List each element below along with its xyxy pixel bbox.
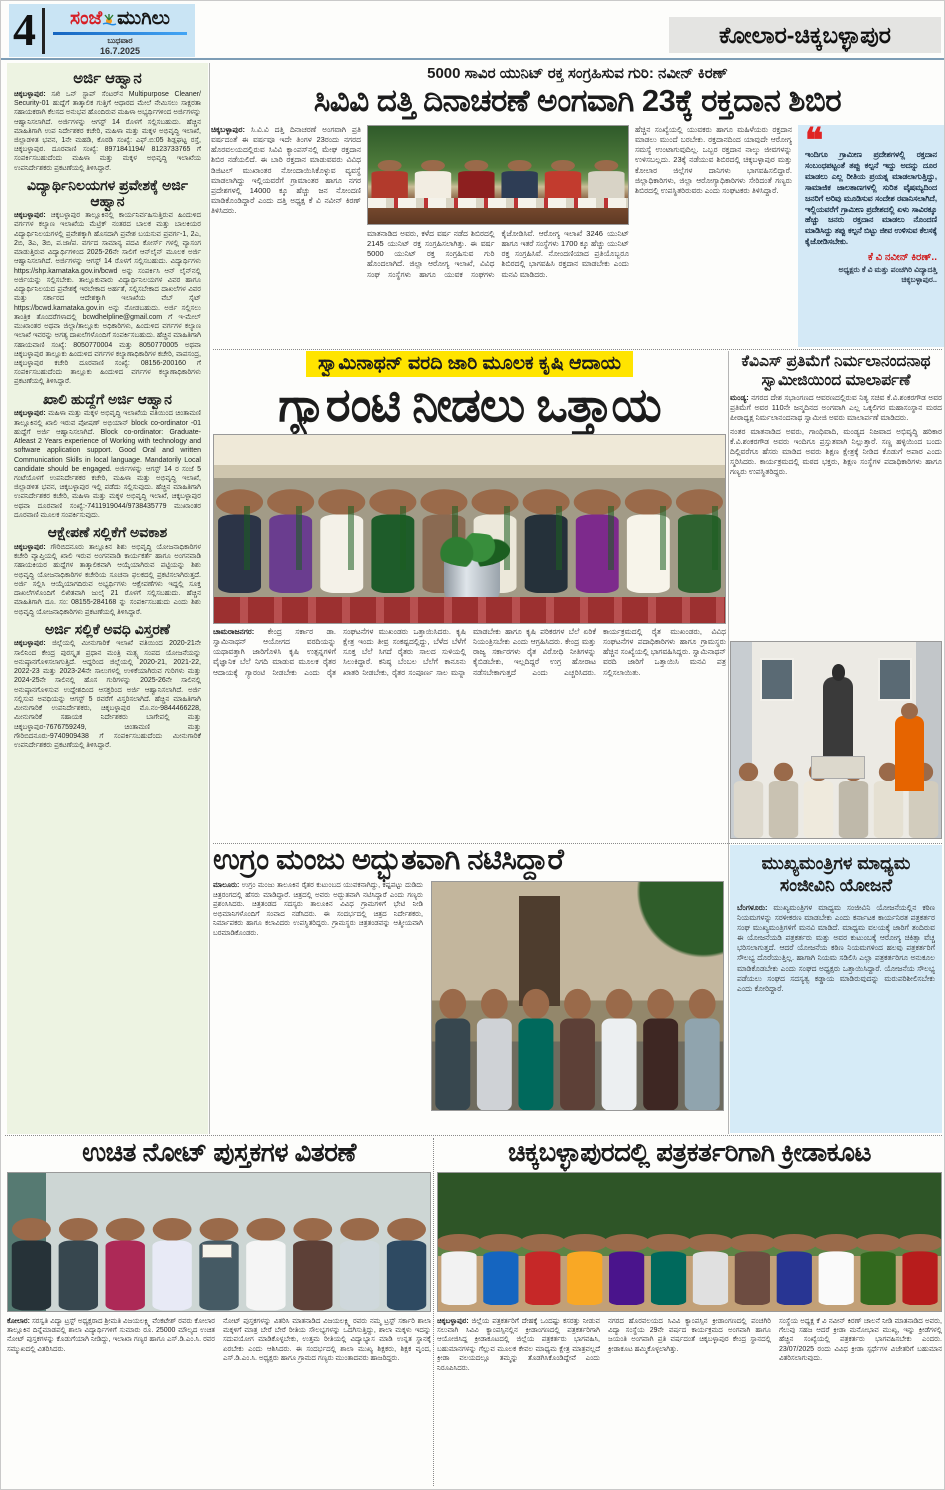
article-guarantee (213, 351, 726, 841)
photo-notebook (202, 1244, 232, 1258)
separator-right-column (728, 351, 729, 1134)
notice-deadline-extension (14, 622, 201, 750)
notice-dateline: ಚಿಕ್ಕಬಳ್ಳಾಪುರ: (14, 410, 46, 418)
article-dateline: ಚಿಕ್ಕಬಳ್ಳಾಪುರ: (437, 1317, 469, 1325)
notice-body: ಸಖಿ ಒನ್ ಸ್ಟಾಪ್ ಸೆಂಟರ್‌ನ Multipurpose Cleaner/ Security-01 ಹುದ್ದೆಗೆ ತಾತ್ಕಾಲಿಕ ಗುತ್ತಿಗೆ ಆಧಾರದ ಮೇಲೆ ನೇಮಿಸಲು ಸಾಕ್ಷರತಾ ಸಹಾಯಕರಾಗಿ ಕೆಲಸದ ಅನುಭವ ಹೊಂದಿರುವ ಮಹಿಳಾ ಅಭ್ಯರ್ಥಿಗಳಿಂದ ಅರ್ಜಿಗಳನ್ನು ಆಹ್ವಾನಿಸಲಾಗಿದೆ. ಅರ್ಜಿಗಳನ್ನು ಆಗಸ್ಟ್ 14 ರೊಳಗೆ ಸಲ್ಲಿಸಬಹುದು. ಹೆಚ್ಚಿನ ಮಾಹಿತಿಗಾಗಿ ಉಪ ನಿರ್ದೇಶಕರ ಕಚೇರಿ, ಮಹಿಳಾ ಮತ್ತು ಮಕ್ಕಳ ಅಭಿವೃದ್ಧಿ ಇಲಾಖೆ, ಜಿಲ್ಲಾಡಳಿತ ಭವನ, 1ನೇ ಮಹಡಿ, ಕೊಠಡಿ ಸಂಖ್ಯೆ: ಎಫ್.ಬಿ:05 ಶಿಡ್ಲಘಟ್ಟ ರಸ್ತೆ, ಚಿಕ್ಕಬಳ್ಳಾಪುರ. ದೂರವಾಣಿ ಸಂಖ್ಯೆ: 8971841194/ 8123733765 ಗೆ ಸಂಪರ್ಕಿಸಬಹುದೆಂದು ಮಹಿಳಾ ಮತ್ತು ಮಕ್ಕಳ ಅಭಿವೃದ್ಧಿ ಇಲಾಖೆಯ ಉಪನಿರ್ದೇಶಕರು ಪ್ರಕಟಣೆಯಲ್ಲಿ ತಿಳಿಸಿದ್ದಾರೆ. (14, 90, 201, 172)
article-kicker-yellow: ಸ್ವಾಮಿನಾಥನ್ ವರದಿ ಜಾರಿ ಮೂಲಕ ಕೃಷಿ ಆದಾಯ (306, 351, 633, 377)
article-body: ಬೆಂಗಳೂರು: ಮುಖ್ಯಮಂತ್ರಿಗಳ ಮಾಧ್ಯಮ ಸಂಜೀವಿನಿ ಯೋಜನೆಯಲ್ಲಿನ ಕಠಿಣ ನಿಯಮಗಳನ್ನು ಸರಳೀಕರಣ ಮಾಡಬೇಕು ಎಂದು ಕರ್ನಾಟಕ ಕಾರ್ಯನಿರತ ಪತ್ರಕರ್ತರ ಸಂಘ ಮುಖ್ಯಮಂತ್ರಿಗಳಿಗೆ ಮನವಿ ಮಾಡಿದೆ. ಮಾಧ್ಯಮ ವಲಯಕ್ಕೆ ಜಾರಿಗೆ ತಂದಿರುವ ಈ ಯೋಜನೆಯಡಿ ಪತ್ರಕರ್ತರು ಮತ್ತು ಅವರ ಕುಟುಂಬಕ್ಕೆ ಆರೋಗ್ಯ ಚಿಕಿತ್ಸಾ ವೆಚ್ಚ ಭರಿಸಲಾಗುತ್ತದೆ. ಆದರೆ ಯೋಜನೆಯ ಕಠಿಣ ನಿಯಮಗಳಿಂದ ಹಲವು ಪತ್ರಕರ್ತರಿಗೆ ಸೌಲಭ್ಯ ದೊರೆಯುತ್ತಿಲ್ಲ. ಹಾಗಾಗಿ ನಿಯಮ ಸಡಿಲಿಸಿ ಎಲ್ಲಾ ಪತ್ರಕರ್ತರಿಗೂ ಅನುಕೂಲ ಮಾಡಿಕೊಡಬೇಕು ಎಂದು ಸಂಘದ ಅಧ್ಯಕ್ಷರು ಒತ್ತಾಯಿಸಿದ್ದಾರೆ. ಯೋಜನೆಯ ಸೌಲಭ್ಯ ಪಡೆಯಲು ಸಂಘದ ಸದಸ್ಯತ್ವ ಕಡ್ಡಾಯ ಮಾಡಿರುವುದನ್ನು ಮರುಪರಿಶೀಲಿಸಬೇಕು ಎಂದು ಕೋರಿದ್ದಾರೆ. (737, 902, 935, 993)
article-column (635, 125, 792, 347)
film-team-photo (431, 881, 724, 1111)
notice-application-invite (14, 71, 201, 173)
notice-title: ವಿದ್ಯಾರ್ಥಿನಿಲಯಗಳ ಪ್ರವೇಶಕ್ಕೆ ಅರ್ಜಿ ಆಹ್ವಾನ (27, 176, 188, 209)
page-number: 4 (13, 4, 36, 55)
notice-dateline: ಚಿಕ್ಕಬಳ್ಳಾಪುರ: (14, 90, 46, 98)
article-sports-meet (437, 1138, 942, 1488)
photo-swamiji (895, 716, 924, 790)
photo-window (760, 658, 794, 701)
article-ugram-manju (213, 845, 726, 1133)
article-cm-sanjeevini (730, 845, 942, 1133)
article-dateline: ಮಂಡ್ಯ: (730, 393, 749, 403)
article-headline: ಸಿವಿವಿ ದತ್ತಿ ದಿನಾಚರಣೆ ಅಂಗವಾಗಿ 23ಕ್ಕೆ ರಕ್ತದಾನ ಶಿಬಿರ (313, 83, 842, 118)
photo-plant (434, 533, 511, 567)
edition-day: ಬುಧವಾರ (107, 36, 133, 45)
separator-left-column (209, 63, 210, 1134)
notice-dateline: ಚಿಕ್ಕಬಳ್ಳಾಪುರ: (14, 212, 46, 220)
headline-line1: ಮುಖ್ಯಮಂತ್ರಿಗಳ ಮಾಧ್ಯಮ (761, 853, 911, 873)
masthead-logo-block (9, 4, 195, 57)
separator-bottom-columns (433, 1138, 434, 1486)
photo-people (432, 965, 723, 1111)
headline-line2: ಸಂಜೀವಿನಿ ಯೋಜನೆ (779, 874, 893, 895)
photo-table-cloth (214, 597, 725, 623)
notice-title: ಆಕ್ಷೇಪಣೆ ಸಲ್ಲಿಕೆಗೆ ಅವಕಾಶ (47, 524, 168, 541)
quote-icon: ❝ (805, 125, 824, 160)
notice-title: ಅರ್ಜಿ ಸಲ್ಲಿಕೆ ಅವಧಿ ವಿಸ್ತರಣೆ (45, 620, 170, 637)
photo-foliage (624, 882, 723, 973)
notice-title: ಖಾಲಿ ಹುದ್ದೆಗೆ ಅರ್ಜಿ ಆಹ್ವಾನ (43, 390, 172, 407)
sports-meet-photo (437, 1172, 942, 1312)
edition-date: 16.7.2025 (99, 46, 141, 56)
quote-author: ಕೆ ವಿ ನವೀನ್ ಕಿರಣ್.. (867, 252, 937, 264)
article-free-notebooks (7, 1138, 431, 1488)
article-body-under-photo: ಮಾತನಾಡಿದ ಅವರು, ಕಳೆದ ವರ್ಷ ನಡೆದ ಶಿಬಿರದಲ್ಲಿ 2145 ಯುನಿಟ್ ರಕ್ತ ಸಂಗ್ರಹಿಸಲಾಗಿತ್ತು. ಈ ವರ್ಷ 5000 ಯುನಿಟ್ ರಕ್ತ ಸಂಗ್ರಹಿಸುವ ಗುರಿ ಹೊಂದಲಾಗಿದೆ. ಜಿಲ್ಲಾ ಆರೋಗ್ಯ ಇಲಾಖೆ, ವಿವಿಧ ಸಂಘ ಸಂಸ್ಥೆಗಳು ಹಾಗೂ ಯುವಕ ಸಂಘಗಳು ಕೈಜೋಡಿಸಿವೆ. ಆರೋಗ್ಯ ಇಲಾಖೆ 3246 ಯುನಿಟ್ ಹಾಗೂ ಇತರೆ ಸಂಸ್ಥೆಗಳು 1700 ಕ್ಕೂ ಹೆಚ್ಚು ಯುನಿಟ್ ರಕ್ತ ಸಂಗ್ರಹಿಸಿವೆ. ನೋಂದಣಿಯಾದ ಪ್ರತಿಯೊಬ್ಬರೂ ಶಿಬಿರದಲ್ಲಿ ಭಾಗವಹಿಸಿ ರಕ್ತದಾನ ಮಾಡಬೇಕು ಎಂದು ಮನವಿ ಮಾಡಿದರು. (367, 229, 629, 279)
notice-body: ಗೌರಿಬಿದನೂರು ತಾಲ್ಲೂಕಿನ ಶಿಶು ಅಭಿವೃದ್ಧಿ ಯೋಜನಾಧಿಕಾರಿಗಳ ಕಚೇರಿ ವ್ಯಾಪ್ತಿಯಲ್ಲಿ ಖಾಲಿ ಇರುವ ಅಂಗನವಾಡಿ ಕಾರ್ಯಕರ್ತೆ ಹಾಗೂ ಅಂಗನವಾಡಿ ಸಹಾಯಕಿಯರ ಹುದ್ದೆಗಳ ತಾತ್ಕಾಲಿಕವಾಗಿ ಆಯ್ಕೆಯಾಗಿರುವ ಪಟ್ಟಿಯನ್ನು ಶಿಶು ಅಭಿವೃದ್ಧಿ ಯೋಜನಾಧಿಕಾರಿಗಳ ಕಚೇರಿಯ ಸೂಚನಾ ಫಲಕದಲ್ಲಿ ಪ್ರಕಟಿಸಲಾಗಿರುತ್ತದೆ. ಅರ್ಜಿ ಸಲ್ಲಿಸಿ ಆಯ್ಕೆಯಾಗದಿರುವ ಅಭ್ಯರ್ಥಿಗಳು ಆಕ್ಷೇಪಣೆಗಳು ಇದ್ದಲ್ಲಿ ಸೂಕ್ತ ದಾಖಲೆಗಳೊಂದಿಗೆ ಲಿಖಿತವಾಗಿ ಜುಲೈ 21 ರೊಳಗೆ ಸಲ್ಲಿಸಬಹುದು. ಹೆಚ್ಚಿನ ಮಾಹಿತಿಗಾಗಿ ದೂ. ಸಂ: 08155-284168 ನ್ನು ಸಂಪರ್ಕಿಸಬಹುದು ಎಂದು ಶಿಶು ಅಭಿವೃದ್ಧಿ ಯೋಜನಾಧಿಕಾರಿಗಳು ಪ್ರಕಟಣೆಯಲ್ಲಿ ತಿಳಿಸಿದ್ದಾರೆ. (14, 543, 201, 616)
article-dateline: ಚಿಕ್ಕಬಳ್ಳಾಪುರ: (211, 125, 245, 134)
notice-hostel-admission (14, 178, 201, 387)
article-body: ಹೆಚ್ಚಿನ ಸಂಖ್ಯೆಯಲ್ಲಿ ಯುವಕರು ಹಾಗೂ ಮಹಿಳೆಯರು ರಕ್ತದಾನ ಮಾಡಲು ಮುಂದೆ ಬರಬೇಕು. ರಕ್ತದಾನದಿಂದ ಯಾವುದೇ ಆರೋಗ್ಯ ಸಮಸ್ಯೆ ಉಂಟಾಗುವುದಿಲ್ಲ. ಒಬ್ಬರ ರಕ್ತದಾನ ನಾಲ್ಕು ಜೀವಗಳನ್ನು ಉಳಿಸಬಲ್ಲದು. 23ಕ್ಕೆ ನಡೆಯುವ ಶಿಬಿರದಲ್ಲಿ ಚಿಕ್ಕಬಳ್ಳಾಪುರ ಮತ್ತು ಕೋಲಾರ ಜಿಲ್ಲೆಗಳ ದಾನಿಗಳು ಭಾಗವಹಿಸಲಿದ್ದಾರೆ. ಜಿಲ್ಲಾಧಿಕಾರಿಗಳು, ಜಿಲ್ಲಾ ಆರೋಗ್ಯಾಧಿಕಾರಿಗಳು ಸೇರಿದಂತೆ ಗಣ್ಯರು ಶಿಬಿರದಲ್ಲಿ ಉಪಸ್ಥಿತರಿರುವರು ಎಂದು ಸಂಘಟಕರು ತಿಳಿಸಿದ್ದಾರೆ. (635, 125, 792, 195)
paper-logo (45, 4, 195, 57)
quote-author-role: ಅಧ್ಯಕ್ಷರು ಕೆ ವಿ ಮತ್ತು ಪಂಚಗಿರಿ ವಿದ್ಯಾದತ್ತಿ ಚಿಕ್ಕಬಳ್ಳಾಪುರ.. (838, 265, 937, 284)
notice-body: ಜಿಲ್ಲೆಯಲ್ಲಿ ಮೀನುಗಾರಿಕೆ ಇಲಾಖೆ ವತಿಯಿಂದ 2020-21ನೇ ಸಾಲಿನಿಂದ ಕೇಂದ್ರ ಪುರಸ್ಕೃತ ಪ್ರಧಾನ ಮಂತ್ರಿ ಮತ್ಸ್ಯ ಸಂಪದ ಯೋಜನೆಯನ್ನು ಅನುಷ್ಠಾನಗೊಳಿಸಲಾಗುತ್ತಿದೆ. ಆದ್ದರಿಂದ ಜಿಲ್ಲೆಯಲ್ಲಿ 2020-21, 2021-22, 2022-23 ಮತ್ತು 2023-24ನೇ ಸಾಲುಗಳಲ್ಲಿ ಉಳಿಕೆಯಾಗಿರುವ ಗುರಿಗಳು ಮತ್ತು 2024-25ನೇ ಸಾಲಿನಲ್ಲಿ ಹೊಸ ಗುರಿಗಳನ್ನು 2025-26ನೇ ಸಾಲಿನಲ್ಲಿ ಅನುಷ್ಠಾನಗೊಳಿಸುವ ಉದ್ದೇಶದಿಂದ ಆಸಕ್ತರಿಂದ ಅರ್ಜಿ ಆಹ್ವಾನಿಸಲಾಗಿದೆ. ಅರ್ಜಿ ಸಲ್ಲಿಸುವ ಅವಧಿಯನ್ನು ಆಗಸ್ಟ್ 5 ರವರೆಗೆ ವಿಸ್ತರಿಸಲಾಗಿದೆ. ಹೆಚ್ಚಿನ ಮಾಹಿತಿಗಾಗಿ ಮೀನುಗಾರಿಕೆ ಉಪನಿರ್ದೇಶಕರು, ಚಿಕ್ಕಬಳ್ಳಾಪುರ ಮೊ.ನಂ-9844466228, ಮೀನುಗಾರಿಕೆ ಸಹಾಯಕ ನಿರ್ದೇಶಕರು ಬಾಗೇಪಲ್ಲಿ ಮತ್ತು ಚಿಕ್ಕಬಳ್ಳಾಪುರ-7676759249, ಚಿಂತಾಮಣಿ ಮತ್ತು ಗೌರಿಬಿದನೂರು-9740909438 ಗೆ ಸಂಪರ್ಕಿಸಬಹುದೆಂದು ಮೀನುಗಾರಿಕೆ ಉಪನಿರ್ದೇಶಕರು ಪ್ರಕಟಣೆಯಲ್ಲಿ ತಿಳಿಸಿದ್ದಾರೆ. (14, 640, 201, 749)
logo-underline (53, 32, 187, 35)
article-blood-camp (211, 63, 944, 349)
article-body: ಕೋಲಾರ: ಸರಸ್ವತಿ ವಿದ್ಯಾ ಟ್ರಸ್ಟ್ ಅಧ್ಯಕ್ಷರಾದ ಶ್ರೀಮತಿ ವಿಜಯಲಕ್ಷ್ಮಿ ವೆಂಕಟೇಶ್ ರವರು ಕೋಲಾರ ತಾಲ್ಲೂಕಿನ ದಿನ್ನೆಮಾಡಪಲ್ಲಿ ಶಾಲಾ ವಿದ್ಯಾರ್ಥಿಗಳಿಗೆ ಸುಮಾರು ರೂ. 25000 ಮೌಲ್ಯದ ಉಚಿತ ನೋಟ್ ಪುಸ್ತಕಗಳನ್ನು ಕೊಡುಗೆಯಾಗಿ ನೀಡಿದ್ದು, ಇಲಾಖಾ ಗಣ್ಯರ ಹಾಗೂ ಎಸ್.ಡಿ.ಎಂ.ಸಿ. ರವರ ಸಮ್ಮುಖದಲ್ಲಿ ವಿತರಿಸಿದರು. ನೋಟ್ ಪುಸ್ತಕಗಳನ್ನು ವಿತರಿಸಿ ಮಾತನಾಡಿದ ವಿಜಯಲಕ್ಷ್ಮಿ ರವರು ನಮ್ಮ ಟ್ರಸ್ಟ್ ಸರ್ಕಾರಿ ಶಾಲಾ ಮಕ್ಕಳಿಗೆ ಮಾತ್ರ ಬೇರೆ ಬೇರೆ ರೀತಿಯ ಸೌಲಭ್ಯಗಳನ್ನು ಒದಗಿಸುತ್ತಿದ್ದು, ಶಾಲಾ ಮಕ್ಕಳು ಇದನ್ನು ಸದುಪಯೋಗ ಮಾಡಿಕೊಳ್ಳಬೇಕು, ಉತ್ತಮ ರೀತಿಯಲ್ಲಿ ವಿದ್ಯಾಭ್ಯಾಸ ಮಾಡಿ ಉನ್ನತ ಸ್ಥಾನಕ್ಕೆ ಏರಬೇಕು ಎಂದು ಆಶಿಸಿದರು. ಈ ಸಂದರ್ಭದಲ್ಲಿ ಶಾಲಾ ಮುಖ್ಯ ಶಿಕ್ಷಕರು, ಶಿಕ್ಷಕ ವೃಂದ, ಎಸ್.ಡಿ.ಎಂ.ಸಿ. ಅಧ್ಯಕ್ಷರು ಹಾಗೂ ಗ್ರಾಮದ ಗಣ್ಯರು ಮುಂತಾದವರು ಹಾಜರಿದ್ದರು. (7, 1317, 431, 1363)
notice-body: ಮಹಿಳಾ ಮತ್ತು ಮಕ್ಕಳ ಅಭಿವೃದ್ಧಿ ಇಲಾಖೆಯ ವತಿಯಿಂದ ಚಿಂತಾಮಣಿ ತಾಲ್ಲೂಕಿನಲ್ಲಿ ಖಾಲಿ ಇರುವ ಪೋಷಣ್ ಅಭಿಯಾನ್ block co-ordinator -01 ಹುದ್ದೆಗೆ ಅರ್ಜಿ ಆಹ್ವಾನಿಸಲಾಗಿದೆ. Block co-ordinator: Graduate- Atleast 2 Years experience of Working with technology and software application support. Good Oral and written Communication Skills in local language. Mandatorily Local candidate should be engaged. ಅರ್ಜಿಗಳನ್ನು ಆಗಸ್ಟ್ 14 ರ ಸಂಜೆ 5 ಗಂಟೆಯೊಳಗೆ ಉಪನಿರ್ದೇಶಕರ ಕಚೇರಿ, ಮಹಿಳಾ ಮತ್ತು ಅಭಿವೃದ್ಧಿ ಇಲಾಖೆ, ಜಿಲ್ಲಾಡಳಿತ ಭವನ, ಚಿಕ್ಕಬಳ್ಳಾಪುರ ಇಲ್ಲಿ ಪಡೆದು ಸಲ್ಲಿಸುವುದು. ಹೆಚ್ಚಿನ ಮಾಹಿತಿಗಾಗಿ ಉಪನಿರ್ದೇಶಕರ ಕಚೇರಿ, ಮಹಿಳಾ ಮತ್ತು ಮಕ್ಕಳ ಅಭಿವೃದ್ಧಿ ಇಲಾಖೆ, ಚಿಕ್ಕಬಳ್ಳಾಪುರ ಅಥವಾ ದೂರವಾಣಿ ಸಂಖ್ಯೆ:-7411919044/9738435779 ಮುಖಾಂತರ ದೂರವಾಣಿ ಮೂಲಕ ಸಂಪರ್ಕಿಸುವುದು. (14, 410, 201, 519)
palm-sunset-icon (102, 12, 117, 26)
article-body: ಚಾಮರಾಜನಗರ: ಕೇಂದ್ರ ಸರ್ಕಾರ ಡಾ. ಸ್ವಾಮಿನಾಥನ್ ಆಯೋಗದ ವರದಿಯನ್ನು ಯಥಾವತ್ತಾಗಿ ಜಾರಿಗೊಳಿಸಿ ಕೃಷಿ ಉತ್ಪನ್ನಗಳಿಗೆ ವೈಜ್ಞಾನಿಕ ಬೆಲೆ ನಿಗದಿ ಮಾಡುವ ಮೂಲಕ ರೈತರ ಆದಾಯಕ್ಕೆ ಗ್ಯಾರಂಟಿ ನೀಡಬೇಕು ಎಂದು ರೈತ ಸಂಘಟನೆಗಳ ಮುಖಂಡರು ಒತ್ತಾಯಿಸಿದರು. ಕೃಷಿ ಕ್ಷೇತ್ರ ಇಂದು ತೀವ್ರ ಸಂಕಷ್ಟದಲ್ಲಿದ್ದು, ಬೆಳೆದ ಬೆಳೆಗೆ ಸೂಕ್ತ ಬೆಲೆ ಸಿಗದೆ ರೈತರು ಸಾಲದ ಸುಳಿಯಲ್ಲಿ ಸಿಲುಕಿದ್ದಾರೆ. ಕನಿಷ್ಠ ಬೆಂಬಲ ಬೆಲೆಗೆ ಕಾನೂನು ಖಾತರಿ ನೀಡಬೇಕು, ರೈತರ ಸಂಪೂರ್ಣ ಸಾಲ ಮನ್ನಾ ಮಾಡಬೇಕು ಹಾಗೂ ಕೃಷಿ ಪರಿಕರಗಳ ಬೆಲೆ ಏರಿಕೆ ನಿಯಂತ್ರಿಸಬೇಕು ಎಂದು ಆಗ್ರಹಿಸಿದರು. ಕೇಂದ್ರ ಮತ್ತು ರಾಜ್ಯ ಸರ್ಕಾರಗಳು ರೈತ ವಿರೋಧಿ ನೀತಿಗಳನ್ನು ಕೈಬಿಡಬೇಕು, ಇಲ್ಲದಿದ್ದರೆ ಉಗ್ರ ಹೋರಾಟ ನಡೆಸಬೇಕಾಗುತ್ತದೆ ಎಂದು ಎಚ್ಚರಿಸಿದರು. ಕಾರ್ಯಕ್ರಮದಲ್ಲಿ ರೈತ ಮುಖಂಡರು, ವಿವಿಧ ಸಂಘಟನೆಗಳ ಪದಾಧಿಕಾರಿಗಳು ಹಾಗೂ ಗ್ರಾಮಸ್ಥರು ಹೆಚ್ಚಿನ ಸಂಖ್ಯೆಯಲ್ಲಿ ಭಾಗವಹಿಸಿದ್ದರು. ಸ್ವಾಮಿನಾಥನ್ ವರದಿ ಜಾರಿಗೆ ಒತ್ತಾಯಿಸಿ ಮನವಿ ಪತ್ರ ಸಲ್ಲಿಸಲಾಯಿತು. (213, 627, 726, 677)
notebook-distribution-photo (7, 1172, 431, 1312)
notice-dateline: ಚಿಕ್ಕಬಳ್ಳಾಪುರ: (14, 640, 46, 648)
notice-body: ಚಿಕ್ಕಬಳ್ಳಾಪುರ ತಾಲ್ಲೂಕಿನಲ್ಲಿ ಕಾರ್ಯನಿರ್ವಹಿಸುತ್ತಿರುವ ಹಿಂದುಳಿದ ವರ್ಗಗಳ ಕಲ್ಯಾಣ ಇಲಾಖೆಯ ಮೆಟ್ರಿಕ್ ನಂತರದ ಬಾಲಕ ಮತ್ತು ಬಾಲಕಿಯರ ವಿದ್ಯಾರ್ಥಿನಿಲಯಗಳಲ್ಲಿ ಪ್ರವೇಶಕ್ಕಾಗಿ ಹೊಸದಾಗಿ ಪ್ರವೇಶ ಬಯಸುವ ಪ್ರವರ್ಗ-1, 2ಎ, 2ಬಿ, 3ಎ, 3ಬಿ, ಪ.ಜಾ/ಪ. ವರ್ಗದ ಸಾಮಾನ್ಯ ಪದವಿ ಕೋರ್ಸ್ ಗಳಲ್ಲಿ ವ್ಯಾಸಂಗ ಮಾಡುತ್ತಿರುವ ವಿದ್ಯಾರ್ಥಿಗಳಿಂದ 2025-26ನೇ ಸಾಲಿಗೆ ಆನ್‌ಲೈನ್ ಮೂಲಕ ಅರ್ಜಿ ಆಹ್ವಾನಿಸಲಾಗಿದೆ. ಅರ್ಜಿಗಳನ್ನು ಆಗಸ್ಟ್ 14 ರೊಳಗೆ ಸಲ್ಲಿಸಬಹುದು. ವಿದ್ಯಾರ್ಥಿಗಳು https://shp.karnataka.gov.in/bcwd ಅನ್ನು ಸಂಪರ್ಕಿಸಿ ಆನ್ ಲೈನ್‌ನಲ್ಲಿ ಅರ್ಜಿಯನ್ನು ಸಲ್ಲಿಸಬೇಕು. ತಾಲ್ಲೂಕುವಾರು ವಿದ್ಯಾರ್ಥಿನಿಲಯಗಳ ವಿವರ ಹಾಗೂ ವಿದ್ಯಾರ್ಥಿನಿಲಯದ ಪ್ರವೇಶಕ್ಕೆ ಇರಬೇಕಾದ ಅರ್ಹತೆ, ಸಲ್ಲಿಸಬೇಕಾದ ದಾಖಲೆಗಳ ವಿವರ ಮತ್ತು ಸರ್ಕಾರದ ಆದೇಶಕ್ಕಾಗಿ ಇಲಾಖೆಯ ವೆಬ್ ಸೈಟ್ https://bcwd.karnataka.gov.in ಅನ್ನು ನೋಡಬಹುದು. ಅರ್ಜಿ ಸಲ್ಲಿಸಲು ತಾಂತ್ರಿಕ ತೊಂದರೆಗಳಾದಲ್ಲಿ bcwdhelpline@gmail.com ಗೆ ಇ-ಮೇಲ್ ಮುಖಾಂತರ ಅಥವಾ ಜಿಲ್ಲಾ/ತಾಲ್ಲೂಕು ಅಧಿಕಾರಿಗಳು, ಹಿಂದುಳಿದ ವರ್ಗಗಳ ಕಲ್ಯಾಣ ಇಲಾಖೆ ಇವರನ್ನು ಅಗತ್ಯ ದಾಖಲೆಗಳೊಂದಿಗೆ ಸಂಪರ್ಕಿಸಬಹುದು. ಹೆಚ್ಚಿನ ಮಾಹಿತಿಗಾಗಿ ಸಹಾಯವಾಣಿ ಸಂಖ್ಯೆ: 8050770004 ಮತ್ತು 8050770005 ಅಥವಾ ಚಿಕ್ಕಬಳ್ಳಾಪುರ ತಾಲ್ಲೂಕು ಹಿಂದುಳಿದ ವರ್ಗಗಳ ಕಲ್ಯಾಣಾಧಿಕಾರಿಗಳ ಕಚೇರಿ, ವಾಪಸಂದ್ರ, ಚಿಕ್ಕಬಳ್ಳಾಪುರ ಕಚೇರಿ ದೂರವಾಣಿ ಸಂಖ್ಯೆ: 08156-200160 ಗೆ ಸಂಪರ್ಕಿಸಬಹುದೆಂದು ತಾಲ್ಲೂಕು ಹಿಂದುಳಿದ ವರ್ಗಗಳ ಕಲ್ಯಾಣಾಧಿಕಾರಿಗಳು ಪ್ರಕಟಣೆಯಲ್ಲಿ ತಿಳಿಸಿದ್ದಾರೆ. (14, 212, 202, 386)
statue-garlanding-photo (730, 641, 942, 839)
photo-window (878, 658, 912, 701)
pull-quote (798, 125, 944, 347)
blood-camp-photo (367, 125, 629, 225)
separator-under-lead (213, 349, 942, 350)
article-dateline: ಚಾಮರಾಜನಗರ: (213, 627, 255, 636)
quote-text: ಇಂದಿಗೂ ಗ್ರಾಮೀಣ ಪ್ರದೇಶಗಳಲ್ಲಿ ರಕ್ತದಾನ ಸಂಬಂಧಪಟ್ಟಂತೆ ತಪ್ಪು ಕಲ್ಪನೆ ಇದ್ದು ಅದನ್ನು ದೂರ ಮಾಡಲು ಎಲ್ಲ ರೀತಿಯ ಪ್ರಯತ್ನ ಮಾಡಲಾಗುತ್ತಿದ್ದು, ಸಾಮಾಜಿಕ ಜಾಲತಾಣಗಳಲ್ಲಿ ಸುರಿತ ವೈಷಮ್ಯದಿಂದ ಜನರಿಗೆ ಅರಿವು ಮೂಡಿಸುವ ಸಂದೇಶ ರವಾನಿಸಲಾಗಿದೆ, ಇಲ್ಲಿಯವರೆಗೆ ಗ್ರಾಮೀಣ ಪ್ರದೇಶದಲ್ಲಿ ಏಳು ಸಾವಿರಕ್ಕೂ ಹೆಚ್ಚು ಜನರು ರಕ್ತದಾನ ಮಾಡಲು ನೊಂದಣಿ ಮಾಡಿಸಿದ್ದು ತಪ್ಪು ಕಲ್ಪನೆ ಬಿಟ್ಟು ಜೀವ ಉಳಿಸುವ ಕೆಲಸಕ್ಕೆ ಕೈಜೋಡಿಸಬೇಕು. (805, 150, 937, 247)
article-headline: ಉಗ್ರಂ ಮಂಜು ಅದ್ಭುತವಾಗಿ ನಟಿಸಿದ್ದಾರೆ (213, 844, 564, 876)
article-dateline: ಕೋಲಾರ: (7, 1317, 30, 1325)
article-column (211, 125, 361, 347)
notice-title: ಅರ್ಜಿ ಆಹ್ವಾನ (73, 70, 142, 87)
article-headline: ಉಚಿತ ನೋಟ್ ಪುಸ್ತಕಗಳ ವಿತರಣೆ (82, 1137, 356, 1167)
article-headline: ಚಿಕ್ಕಬಳ್ಳಾಪುರದಲ್ಲಿ ಪತ್ರಕರ್ತರಿಗಾಗಿ ಕ್ರೀಡಾಕೂಟ (508, 1137, 871, 1167)
article-body: ಚಿಕ್ಕಬಳ್ಳಾಪುರ: ಜಿಲ್ಲೆಯ ಪತ್ರಕರ್ತರಿಗೆ ದೇಹಕ್ಕೆ ಒಂದಷ್ಟು ಕಸರತ್ತು ನೀಡುವ ಸಲುವಾಗಿ ಸಿವಿವಿ ಕ್ಯಾಂಪಸ್ಸಿನಲ್ಲಿನ ಕ್ರೀಡಾಂಗಣದಲ್ಲಿ ಪತ್ರಕರ್ತರಿಗಾಗಿ ಆಯೋಜಿಸಿದ್ದ ಕ್ರೀಡಾಕೂಟದಲ್ಲಿ ಜಿಲ್ಲೆಯ ಪತ್ರಕರ್ತರು ಭಾಗವಹಿಸಿ, ಬಹುಮಾನಗಳನ್ನು ಗೆಲ್ಲುವ ಮೂಲಕ ಕೇವಲ ಮಾಧ್ಯಮ ಕ್ಷೇತ್ರ ಮಾತ್ರವಲ್ಲದೆ ಕ್ರೀಡಾ ವಲಯದಲ್ಲೂ ತಮ್ಮನ್ನು ತೊಡಗಿಸಿಕೊಂಡಿದ್ದೇವೆ ಎಂದು ನಿರೂಪಿಸಿದರು. ನಗರದ ಹೊರವಲಯದ ಸಿವಿವಿ ಕ್ಯಾಂಪಸ್ಸಿನ ಕ್ರೀಡಾಂಗಣದಲ್ಲಿ ಪಂಚಗಿರಿ ವಿದ್ಯಾ ಸಂಸ್ಥೆಯ 29ನೇ ವರ್ಷದ ಕಾರ್ಯಕ್ರಮದ ಅಂಗವಾಗಿ ಹಾಗೂ ಜಯಂತಿ ಅಂಗವಾಗಿ ಪ್ರತಿ ವರ್ಷದಂತೆ ಚಿಕ್ಕಬಳ್ಳಾಪುರ ಕೇಂದ್ರ ಸ್ಥಾನದಲ್ಲಿ ಕ್ರೀಡಾಕೂಟ ಹಮ್ಮಿಕೊಳ್ಳಲಾಗಿತ್ತು. ಸಂಸ್ಥೆಯ ಅಧ್ಯಕ್ಷ ಕೆ ವಿ ನವೀನ್ ಕಿರಣ್ ಚಾಲನೆ ನೀಡಿ ಮಾತನಾಡಿದ ಅವರು, ಗೆಲುವು ಸಹಜ ಆದರೆ ಕ್ರೀಡಾ ಮನೋಭಾವ ಮುಖ್ಯ, ಇನ್ನು ಕ್ರೀಡೆಗಳಲ್ಲಿ ಹೆಚ್ಚಿನ ಸಂಖ್ಯೆಯಲ್ಲಿ ಪತ್ರಕರ್ತರು ಭಾಗವಹಿಸಬೇಕು ಎಂದರು. 23/07/2025 ರಂದು ವಿವಿಧ ಕ್ರೀಡಾ ಸ್ಪರ್ಧೆಗಳ ವಿಜೇತರಿಗೆ ಬಹುಮಾನ ವಿತರಿಸಲಾಗುವುದು. (437, 1317, 942, 1372)
article-headline: ಗ್ಯಾರಂಟಿ ನೀಡಲು ಒತ್ತಾಯ (278, 378, 661, 431)
paper-name-left: ಸಂಜೆ (70, 8, 103, 29)
notice-dateline: ಚಿಕ್ಕಬಳ್ಳಾಪುರ: (14, 543, 46, 551)
farmers-stage-photo (213, 434, 726, 624)
photo-table-papers (368, 198, 628, 208)
photo-statue (823, 677, 852, 759)
article-kvs-statue (730, 353, 942, 841)
article-kicker: 5000 ಸಾವಿರ ಯುನಿಟ್ ರಕ್ತ ಸಂಗ್ರಹಿಸುವ ಗುರಿ: ನವೀನ್ ಕಿರಣ್ (427, 65, 728, 82)
region-banner: ಕೋಲಾರ-ಚಿಕ್ಕಬಳ್ಳಾಪುರ (669, 17, 941, 53)
notice-vacancy (14, 392, 201, 520)
article-headline: ಕೆವಿಎಸ್ ಪ್ರತಿಮೆಗೆ ನಿರ್ಮಲಾನಂದನಾಥ ಸ್ವಾಮೀಜಿಯಿಂದ ಮಾಲಾರ್ಪಣೆ (741, 353, 931, 389)
article-dateline: ಮಾಲೂರು: (213, 882, 240, 890)
article-dateline: ಬೆಂಗಳೂರು: (737, 902, 768, 912)
article-body: ಮಂಡ್ಯ: ನಗರದ ದೇಶ ಸಭಾಂಗಣದ ಆವರಣದಲ್ಲಿರುವ ನಿತ್ಯ ಸಚಿವ ಕೆ.ವಿ.ಶಂಕರಗೌಡ ಅವರ ಪ್ರತಿಮೆಗೆ ಅವರ 110ನೇ ಜನ್ಮದಿನದ ಅಂಗವಾಗಿ ಎಲ್ಲ ಒಕ್ಕಲಿಗರ ಮಹಾಸಂಸ್ಥಾನ ಮಠದ ಪೀಠಾಧ್ಯಕ್ಷ ನಿರ್ಮಲಾನಂದನಾಥ ಸ್ವಾಮೀಜಿ ಅವರು ಮಾಲಾರ್ಪಣೆ ಮಾಡಿದರು. ನಂತರ ಮಾತನಾಡಿದ ಅವರು, ಗಾಂಧಿವಾದಿ, ಮಂಡ್ಯದ ನಿಜವಾದ ಅಭಿವೃದ್ಧಿ ಹರಿಕಾರ ಕೆ.ವಿ.ಶಂಕರಗೌಡ ಅವರು ಇಂದಿಗೂ ಪ್ರಸ್ತುತವಾಗಿ ನಿಲ್ಲುತ್ತಾರೆ. ಸಣ್ಣ ಹಳ್ಳಿಯಿಂದ ಬಂದು ದಿಲ್ಲಿವರೆಗೂ ಹೆಸರು ಮಾಡಿದ ಅವರು ಶಿಕ್ಷಣ ಕ್ಷೇತ್ರಕ್ಕೆ ನೀಡಿದ ಕೊಡುಗೆ ಅಪಾರ ಎಂದು ಸ್ಮರಿಸಿದರು. ಕಾರ್ಯಕ್ರಮದಲ್ಲಿ ಮಠದ ಭಕ್ತರು, ಶಿಕ್ಷಣ ಸಂಸ್ಥೆಗಳ ಪದಾಧಿಕಾರಿಗಳು ಹಾಗೂ ಗಣ್ಯರು ಉಪಸ್ಥಿತರಿದ್ದರು. (730, 393, 942, 477)
photo-people (438, 1220, 941, 1306)
masthead-rule (1, 58, 945, 60)
masthead (1, 1, 945, 59)
classifieds-column (7, 63, 208, 1134)
article-body: ಸಿ.ವಿ.ವಿ ದತ್ತಿ ದಿನಾಚರಣೆ ಅಂಗವಾಗಿ ಪ್ರತಿ ವರ್ಷದಂತೆ ಈ ವರ್ಷವೂ ಇದೇ ತಿಂಗಳ 23ರಂದು ನಗರದ ಹೊರವಲಯದಲ್ಲಿರುವ ಸಿವಿವಿ ಕ್ಯಾಂಪಸ್‌ನಲ್ಲಿ ಮೇಘ ರಕ್ತದಾನ ಶಿಬಿರ ನಡೆಯಲಿದೆ. ಈ ಬಾರಿ ರಕ್ತದಾನ ಮಾಡುವವರು ವಿವಿಧ ಡಿಜಿಟಲ್ ಮುಖಾಂತರ ನೋಂದಾಯಿಸಿಕೊಳ್ಳುವ ವ್ಯವಸ್ಥೆ ಮಾಡಲಾಗಿದ್ದು ಇಲ್ಲಿಯವರೆಗೆ ಗ್ರಾಮಾಂತರ ಹಾಗೂ ನಗರ ಪ್ರದೇಶಗಳಲ್ಲಿ 14000 ಕ್ಕೂ ಹೆಚ್ಚು ಜನ ನೋಂದಣಿ ಮಾಡಿಕೊಂಡಿದ್ದಾರೆ ಎಂದು ದತ್ತಿ ಅಧ್ಯಕ್ಷ ಕೆ ವಿ ನವೀನ್ ಕಿರಣ್ ತಿಳಿಸಿದರು. (211, 125, 361, 215)
photo-pedestal (811, 756, 866, 780)
separator-bottom-band (5, 1135, 942, 1136)
article-body: ಮಾಲೂರು: ಉಗ್ರಂ ಮಂಜು ತಾಲೂಕಿನ ರೈತರ ಕುಟುಂಬದ ಯುವಕನಾಗಿದ್ದು, ಕಷ್ಟಪಟ್ಟು ದುಡಿದು ಚಿತ್ರರಂಗದಲ್ಲಿ ಹೆಸರು ಮಾಡಿದ್ದಾರೆ. ಚಿತ್ರದಲ್ಲಿ ಅವರು ಅದ್ಭುತವಾಗಿ ನಟಿಸಿದ್ದಾರೆ ಎಂದು ಗಣ್ಯರು ಪ್ರಶಂಸಿಸಿದರು. ಚಿತ್ರತಂಡದ ಸದಸ್ಯರು ತಾಲೂಕಿನ ವಿವಿಧ ಗ್ರಾಮಗಳಿಗೆ ಭೇಟಿ ನೀಡಿ ಅಭಿಮಾನಿಗಳೊಂದಿಗೆ ಸಂವಾದ ನಡೆಸಿದರು. ಈ ಸಂದರ್ಭದಲ್ಲಿ ಚಿತ್ರದ ನಿರ್ದೇಶಕರು, ನಿರ್ಮಾಪಕರು ಹಾಗೂ ಕಲಾವಿದರು ಉಪಸ್ಥಿತರಿದ್ದರು. ಗ್ರಾಮಸ್ಥರು ಚಿತ್ರತಂಡವನ್ನು ಆತ್ಮೀಯವಾಗಿ ಬರಮಾಡಿಕೊಂಡರು. (213, 882, 423, 937)
notice-objections (14, 525, 201, 617)
article-center-column (367, 125, 629, 347)
article-headline (737, 853, 935, 897)
paper-name-right: ಮುಗಿಲು (117, 8, 170, 29)
